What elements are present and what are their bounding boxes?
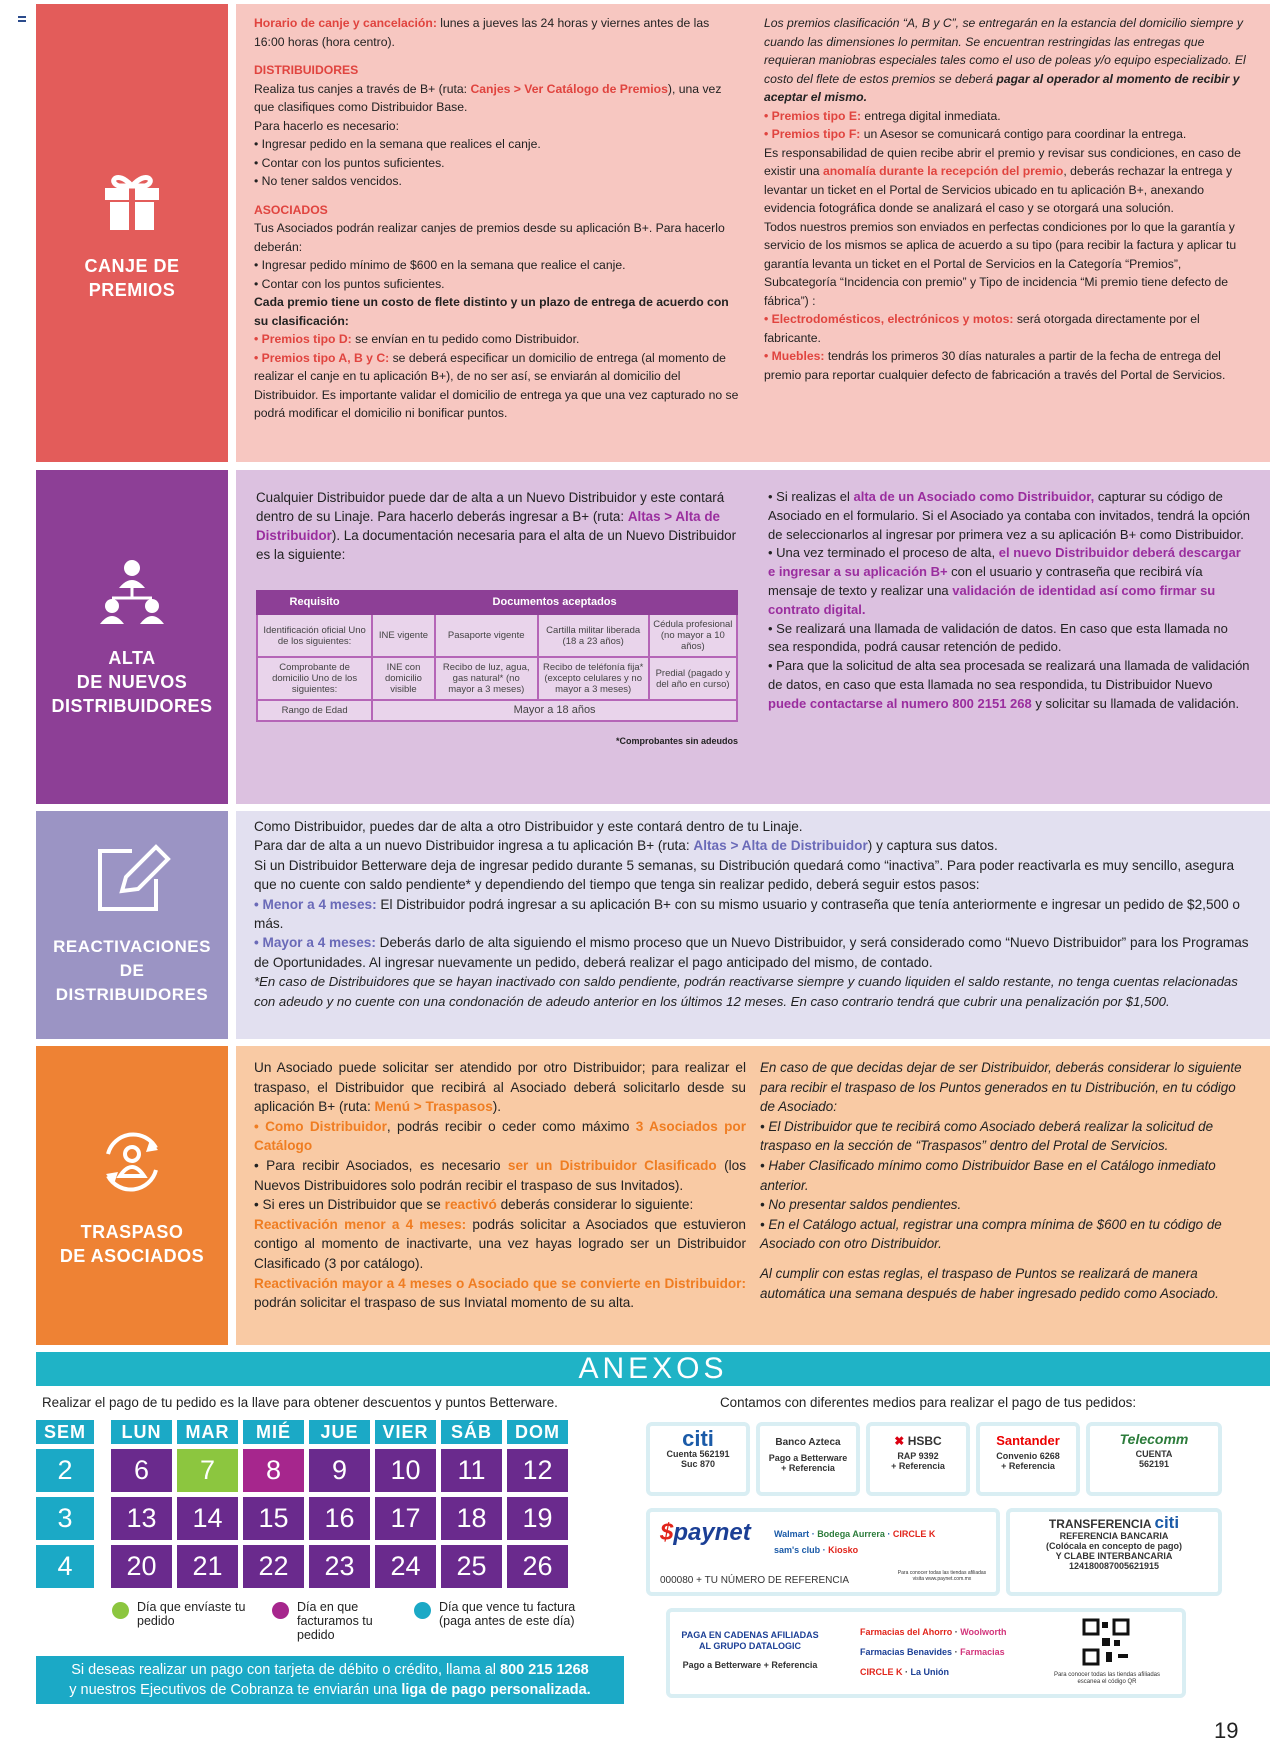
azteca-logo: Banco Azteca [775, 1437, 841, 1448]
payment-calendar: SEM LUN MAR MIÉ JUE VIER SÁB DOM 2 6 7 8 9 10 11 12 3 13 14 15 16 17 18 19 4 20 21 22 23 24 25 26 [36, 1420, 568, 1593]
citi-logo: citi [1154, 1513, 1180, 1532]
legend-due: Día que vence tu factura (paga antes de este día) [414, 1600, 584, 1628]
calendar-week: 4 20 21 22 23 24 25 26 [36, 1545, 568, 1588]
santander-logo: Santander [996, 1433, 1060, 1448]
transfer-person-icon [94, 1124, 170, 1200]
calendar-week: 3 13 14 15 16 17 18 19 [36, 1497, 568, 1540]
legend-billed: Día en que facturamos tu pedido [272, 1600, 402, 1642]
gift-icon [97, 164, 167, 234]
section-traspaso-asociados: TRASPASO DE ASOCIADOS Un Asociado puede solicitar ser atendido por otro Distribuidor; para realizar el traspaso, el Distribuidor que recibirá al Asociado deberá solicitarlo desde su aplicación B+ (ruta: Menú > Traspasos). • Como Distribuidor, podrás recibir o ceder como máximo 3 Asociados por Catálogo • Para recibir Asociados, es necesario ser un Distribuidor Clasificado (los Nuevos Distribuidores solo podrán recibir el traspaso de sus Invitados). • Si eres un Distribuidor que se reactivó deberás considerar lo siguiente: Reactivación menor a 4 meses: podrás solicitar a Asociados que estuvieron contigo al momento de inactivarte, una vez hayas logrado ser un Distribuidor Clasificado (3 por catálogo). Reactivación mayor a 4 meses o Asociado que se convierte en Distribuidor: podrán solicitar el traspaso de sus Inviatal momento de su alta. En caso de que decidas dejar de ser Distribuidor, deberás considerar lo siguiente para recibir el traspaso de los Puntos generados en tu Distribución, en tu código de Asociado: • El Distribuidor que te recibirá como Asociado deberá realizar la solicitud de traspaso en la sección de “Traspasos” dentro del Protal de Servicios. • Haber Clasificado mínimo como Distribuidor Base en el Catálogo inmediato anterior. • No presentar saldos pendientes. • En el Catálogo actual, registrar una compra mínima de $600 en tu código de Asociado con otro Distribuidor. Al cumplir con estas reglas, el traspaso de Puntos se realizará de manera automática una semana después de haber ingresado pedido como Asociado. [36, 1046, 1270, 1345]
phone-number[interactable]: 800 215 1268 [500, 1662, 589, 1678]
section-label: TRASPASO DE ASOCIADOS [36, 1046, 228, 1345]
page-number: 19 [1214, 1718, 1239, 1743]
payment-link[interactable]: liga de pago personalizada. [401, 1682, 591, 1698]
section-label: REACTIVACIONES DE DISTRIBUIDORES [36, 811, 228, 1039]
section-reactivaciones: REACTIVACIONES DE DISTRIBUIDORES Como Distribuidor, puedes dar de alta a otro Distribuidor y este contará dentro de tu Linaje. Para dar de alta a un nuevo Distribuidor ingresa a tu aplicación B+ (ruta: Altas > Alta de Distribuidor) y captura sus datos. Si un Distribuidor Betterware deja de ingresar pedido durante 5 semanas, su Distribución quedará como “inactiva”. Para poder reactivarla es muy sencillo, asegura que no cuente con saldo pendiente* y dependiendo del tiempo que tenga sin realizar pedido, deberá seguir estos pasos: • Menor a 4 meses: El Distribuidor podrá ingresar a su aplicación B+ con su mismo usuario y contraseña que tenía anteriormente e ingresar un pedido de $2,500 o más. • Mayor a 4 meses: Deberás darlo de alta siguiendo el mismo proceso que un Nuevo Distribuidor, y será considerado como “Nuevo Distribuidor” para los Programas de Oportunidades. Al ingresar nuevamente un pedido, deberá realizar el pago anticipado del mismo, de contado. *En caso de Distribuidores que se hayan inactivado con saldo pendiente, podrán reactivarse siempre y cuando liquiden el saldo restante, no tenga cuentas relacionadas con adeudo y no cuente con una condonación de adeudo anterior en los últimos 12 meses. En caso contrario tendrá que cubrir una penalización por $1,500. [36, 811, 1270, 1039]
datalogic-box: PAGA EN CADENAS AFILIADAS AL GRUPO DATALOGIC Pago a Betterware + Referencia Farmacias del Ahorro · Woolworth Farmacias Benavides · Farmacias CIRCLE K · La Unión Para conocer todas las tiendas afiliadas escanea el código QR [666, 1608, 1186, 1698]
bank-azteca: Banco Azteca Pago a Betterware + Referencia [756, 1422, 860, 1496]
table-row: Identificación oficial Uno de los siguientes: INE vigente Pasaporte vigente Cartilla militar liberada (18 a 23 años) Cédula profesional (no mayor a 10 años) [257, 614, 737, 657]
transfer-box: TRANSFERENCIA citi REFERENCIA BANCARIA (Colócala en concepto de pago) Y CLABE INTERBANCARIA 124180087005621915 [1006, 1508, 1222, 1596]
anexos-banner: ANEXOS [36, 1352, 1270, 1386]
requirements-table: Requisito Documentos aceptados Identificación oficial Uno de los siguientes: INE vigente Pasaporte vigente Cartilla militar liberada (18 a 23 años) Cédula profesional (no mayor a 10 años) Comprobante de domicilio Uno de los siguientes: INE con domicilio visible Recibo de luz, agua, gas natural* (no mayor a 3 meses) Recibo de teléfonía fija* (excepto celulares y no mayor a 3 meses) Predial (pagado y del año en curso) Rango de Edad Mayor a 18 años [256, 590, 738, 722]
edit-icon [92, 843, 172, 915]
bank-santander: Santander Convenio 6268 + Referencia [976, 1422, 1080, 1496]
section-label: ALTA DE NUEVOS DISTRIBUIDORES [36, 470, 228, 804]
paynet-box: $paynet Walmart · Bodega Aurrera · CIRCLE K sam's club · Kiosko 000080 + TU NÚMERO DE REFERENCIA Para conocer todas las tiendas afiliadas visita www.paynet.com.mx [646, 1508, 1000, 1596]
distribuidores-title: DISTRIBUIDORES [254, 63, 359, 77]
telecomm: Telecomm CUENTA 562191 [1086, 1422, 1222, 1496]
menu-icon[interactable] [18, 16, 26, 22]
qr-code-icon[interactable] [1082, 1618, 1130, 1666]
hsbc-logo: ✖ HSBC [894, 1434, 942, 1448]
paynet-logo: $paynet [660, 1519, 751, 1546]
calendar-week: 2 6 7 8 9 10 11 12 [36, 1449, 568, 1492]
legend-sent: Día que envíaste tu pedido [112, 1600, 247, 1628]
bank-citi: citi Cuenta 562191 Suc 870 [646, 1422, 750, 1496]
section-label: CANJE DE PREMIOS [36, 4, 228, 462]
table-row: Comprobante de domicilio Uno de los siguientes: INE con domicilio visible Recibo de luz, agua, gas natural* (no mayor a 3 meses) Recibo de teléfonía fija* (excepto celulares y no mayor a 3 meses) Predial (pagado y del año en curso) [257, 657, 737, 700]
citi-logo: citi [682, 1426, 714, 1451]
telecomm-logo: Telecomm [1119, 1431, 1189, 1447]
payment-caption: Contamos con diferentes medios para realizar el pago de tus pedidos: [720, 1395, 1137, 1410]
people-network-icon [97, 556, 167, 626]
bank-hsbc: ✖ HSBC RAP 9392 + Referencia [866, 1422, 970, 1496]
calendar-caption: Realizar el pago de tu pedido es la llave para obtener descuentos y puntos Betterware. [42, 1395, 558, 1410]
section-canje-premios: CANJE DE PREMIOS Horario de canje y cancelación: lunes a jueves las 24 horas y viernes antes de las 16:00 horas (hora centro). DISTRIBUIDORES Realiza tus canjes a través de B+ (ruta: Canjes > Ver Catálogo de Premios), una vez que clasifiques como Distribuidor Base. Para hacerlo es necesario: • Ingresar pedido en la semana que realices el canje. • Contar con los puntos suficientes. • No tener saldos vencidos. ASOCIADOS Tus Asociados podrán realizar canjes de premios desde su aplicación B+. Para hacerlo deberán: • Ingresar pedido mínimo de $600 en la semana que realice el canje. • Contar con los puntos suficientes. Cada premio tiene un costo de flete distinto y un plazo de entrega de acuerdo con su clasificación: • Premios tipo D: se envían en tu pedido como Distribuidor. • Premios tipo A, B y C: se deberá especificar un domicilio de entrega (al momento de realizar el canje en tu aplicación B+), de no ser así, se enviarán al domicilio del Distribuidor. Es importante validar el domicilio de entrega ya que una vez capturado no se podrá modificar el domicilio ni bonificar puntos. Los premios clasificación “A, B y C”, se entregarán en la estancia del domicilio siempre y cuando las dimensiones lo permitan. Se encuentran restringidas las entregas que requieran maniobras especiales tales como el uso de poleas y/o equipo especializado. El costo del flete de estos premios se deberá pagar al operador al momento de recibir y aceptar el mismo. • Premios tipo E: entrega digital inmediata. • Premios tipo F: un Asesor se comunicará contigo para coordinar la entrega. Es responsabilidad de quien recibe abrir el premio y revisar sus condiciones, en caso de existir una anomalía durante la recepción del premio, deberás rechazar la entrega y levantar un ticket en el Portal de Servicios ubicado en tu aplicación B+, anexando evidencia fotográfica donde se analizará el caso y se otorgará una solución. Todos nuestros premios son enviados en perfectas condiciones por lo que la garantía y servicio de los mismos se aplica de acuerdo a su tipo (para recibir la factura y aplicar tu garantía levanta un ticket en el Portal de Servicios en la Categoría “Premios”, Subcategoría “Incidencia con premio” y Tipo de incidencia “Mi premio tiene defecto de fábrica”) : • Electrodomésticos, electrónicos y motos: será otorgada directamente por el fabricante. • Muebles: tendrás los primeros 30 días naturales a partir de la fecha de entrega del premio para reportar cualquier defecto de fabricación a través del Portal de Servicios. [36, 4, 1270, 462]
table-row: Rango de Edad Mayor a 18 años [257, 700, 737, 721]
card-payment-banner: Si deseas realizar un pago con tarjeta de débito o crédito, llama al 800 215 1268 y nuestros Ejecutivos de Cobranza te enviarán una liga de pago personalizada. [36, 1656, 624, 1704]
section-alta-distribuidores: ALTA DE NUEVOS DISTRIBUIDORES Cualquier Distribuidor puede dar de alta a un Nuevo Distribuidor y este contará dentro de su Linaje. Para hacerlo deberás ingresar a B+ (ruta: Altas > Alta de Distribuidor). La documentación necesaria para el alta de un Nuevo Distribuidor es la siguiente: Requisito Documentos aceptados Identificación oficial Uno de los siguientes: INE vigente Pasaporte vigente Cartilla militar liberada (18 a 23 años) Cédula profesional (no mayor a 10 años) Comprobante de domicilio Uno de los siguientes: INE con domicilio visible Recibo de luz, agua, gas natural* (no mayor a 3 meses) Recibo de teléfonía fija* (excepto celulares y no mayor a 3 meses) Predial (pagado y del año en curso) Rango de Edad Mayor a 18 años *Comprobantes sin adeudos • Si realizas el alta de un Asociado como Distribuidor, capturar su código de Asociado en el formulario. Si el Asociado ya contaba con invitados, tendrá la opción de seleccionarlos al ingresar por primera vez a su aplicación B+ como Distribuidor. • Una vez terminado el proceso de alta, el nuevo Distribuidor deberá descargar e ingresar a su aplicación B+ con el usuario y contraseña que recibirá vía mensaje de texto y realizar una validación de identidad así como firmar su contrato digital. • Se realizará una llamada de validación de datos. En caso que esta llamada no sea respondida, podrá causar retención de pedido. • Para que la solicitud de alta sea procesada se realizará una llamada de validación de datos, en caso que esta llamada no sea respondida, tu Distribuidor Nuevo puede contactarse al numero 800 2151 268 y solicitar su llamada de validación. [36, 470, 1270, 804]
asociados-title: ASOCIADOS [254, 202, 328, 217]
